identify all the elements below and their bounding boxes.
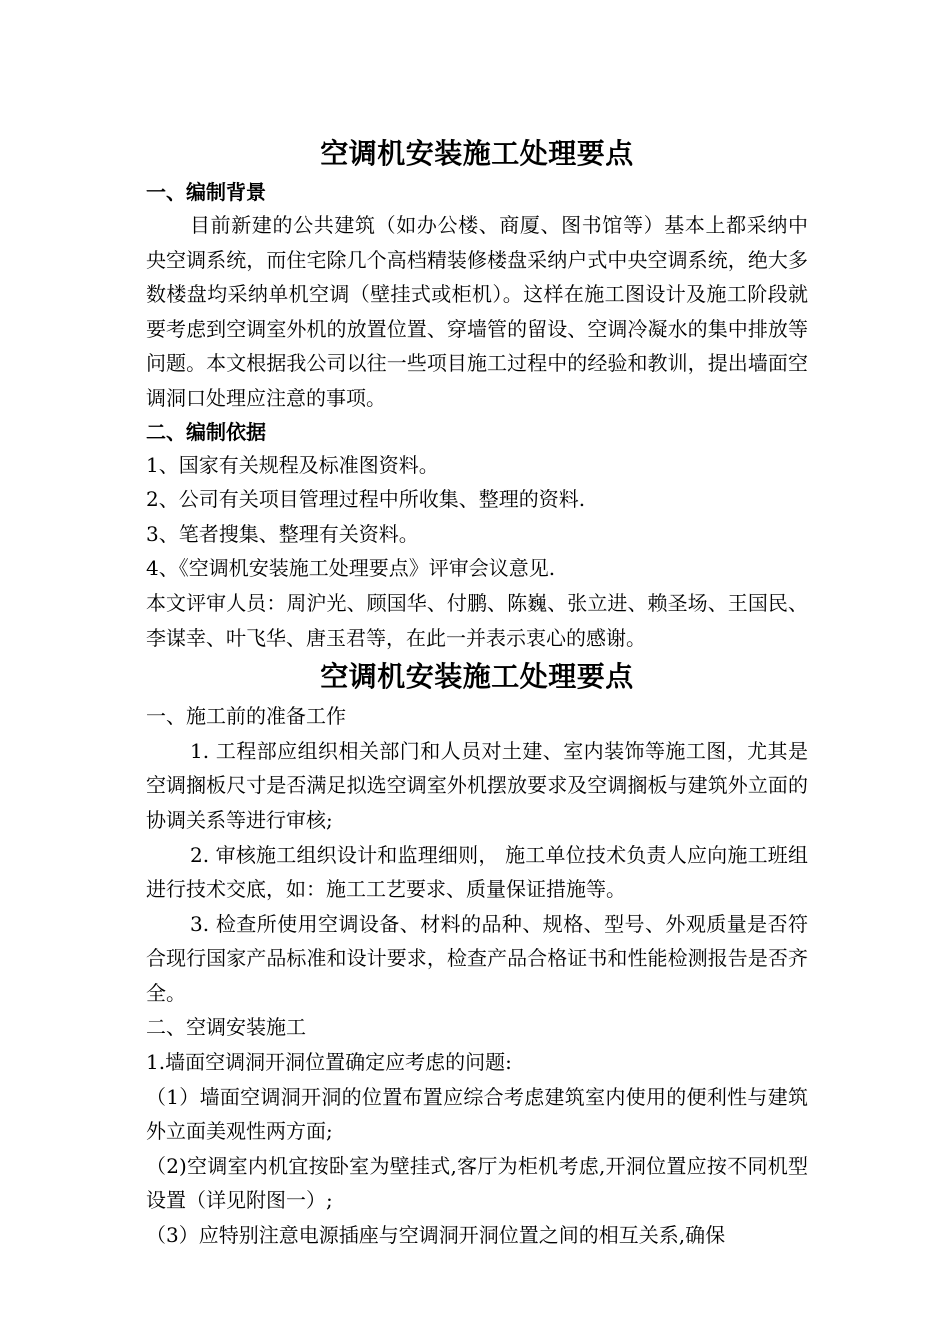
background-paragraph: 目前新建的公共建筑（如办公楼、商厦、图书馆等）基本上都采纳中央空调系统，而住宅除几个高档精装修楼盘采纳户式中央空调系统，绝大多数楼盘均采纳单机空调（壁挂式或柜机）。这样在施工图设计及施工阶段就要考虑到空调室外机的放置位置、穿墙管的留设、空调冷凝水的集中排放等问题。本文根据我公司以往一些项目施工过程中的经验和教训，提出墙面空调洞口处理应注意的事项。 [146, 213, 808, 410]
installation-item: （3）应特别注意电源插座与空调洞开洞位置之间的相互关系,确保 [146, 1223, 726, 1248]
basis-item: 4、《空调机安装施工处理要点》评审会议意见. [146, 556, 556, 581]
second-title: 空调机安装施工处理要点 [320, 660, 634, 694]
installation-item: （2)空调室内机宜按卧室为壁挂式,客厅为柜机考虑,开洞位置应按不同机型设置（详见附图一）; [146, 1153, 808, 1213]
section-heading-basis: 二、编制依据 [146, 419, 266, 444]
installation-item: （1）墙面空调洞开洞的位置布置应综合考虑建筑室内使用的便利性与建筑外立面美观性两方面; [146, 1084, 808, 1144]
part-heading-preparation: 一、施工前的准备工作 [146, 704, 346, 729]
basis-item: 3、笔者搜集、整理有关资料。 [146, 521, 419, 546]
document-title: 空调机安装施工处理要点 [320, 137, 634, 170]
part-heading-installation: 二、空调安装施工 [146, 1015, 306, 1040]
document-content [146, 128, 808, 1253]
basis-item: 2、公司有关项目管理过程中所收集、整理的资料. [146, 487, 586, 512]
section-heading-background: 一、编制背景 [146, 180, 266, 204]
installation-sub-heading: 1.墙面空调洞开洞位置确定应考虑的问题: [146, 1050, 512, 1075]
preparation-item: 2. 审核施工组织设计和监理细则， 施工单位技术负责人应向施工班组进行技术交底，如：施工工艺要求、质量保证措施等。 [146, 842, 808, 902]
basis-item: 1、国家有关规程及标准图资料。 [146, 452, 439, 477]
preparation-item: 3. 检查所使用空调设备、材料的品种、规格、型号、外观质量是否符合现行国家产品标准和设计要求，检查产品合格证书和性能检测报告是否齐全。 [146, 911, 808, 1005]
reviewers-paragraph: 本文评审人员：周沪光、顾国华、付鹏、陈巍、张立进、赖圣场、王国民、李谋幸、叶飞华、唐玉君等，在此一并表示衷心的感谢。 [146, 590, 808, 650]
preparation-item: 1. 工程部应组织相关部门和人员对土建、室内装饰等施工图，尤其是空调搁板尺寸是否满足拟选空调室外机摆放要求及空调搁板与建筑外立面的协调关系等进行审核; [146, 738, 808, 832]
